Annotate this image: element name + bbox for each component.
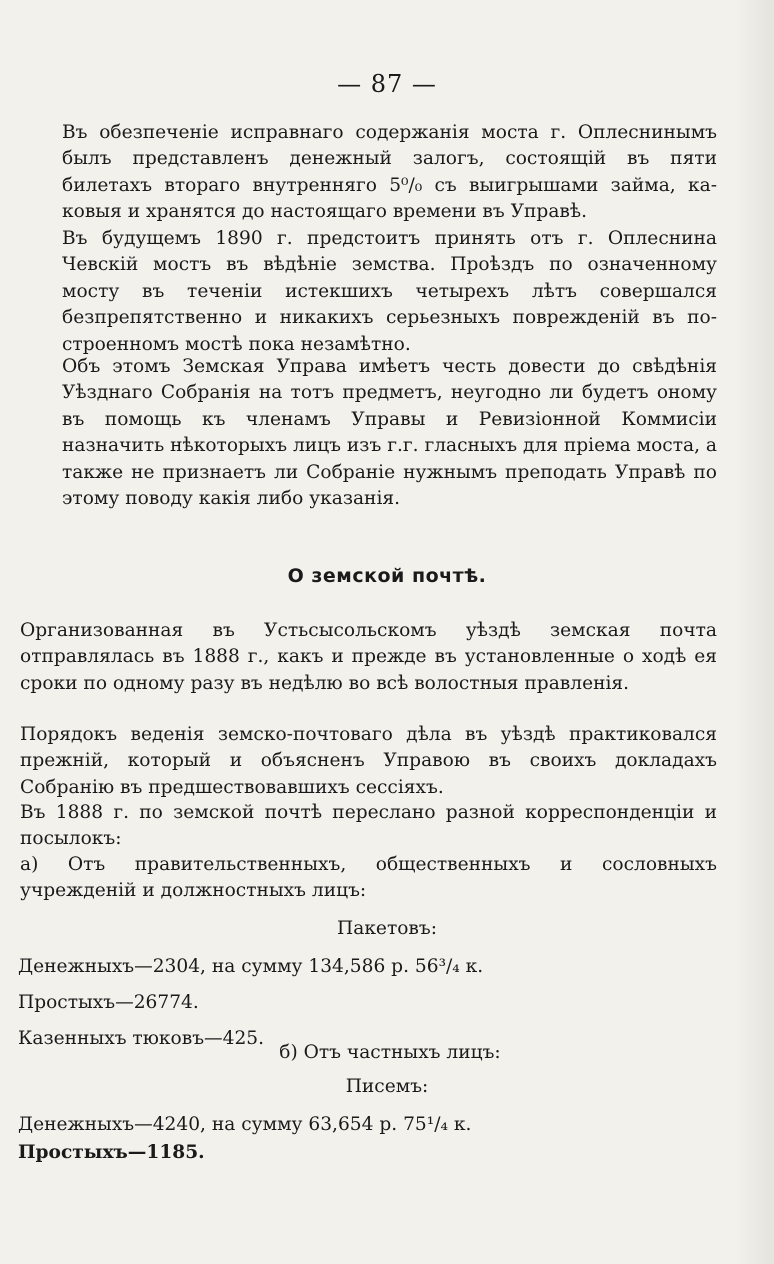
letters-heading: Писемъ: <box>345 1076 429 1097</box>
page-gutter-shadow <box>734 0 774 1264</box>
paragraph-correspondence-intro <box>20 800 717 853</box>
letters-simple-row: Простыхъ—1185. <box>18 1142 205 1163</box>
packets-money-row: Денежныхъ—2304, на сумму 134,586 р. 56³/₄ к. <box>18 956 484 977</box>
packets-heading: Пакетовъ: <box>337 918 437 939</box>
paragraph-post-organization <box>20 618 717 697</box>
paragraph-text: Объ этомъ Земская Управа имѣетъ честь довести до свѣдѣнія Уѣзднаго Собранія на тотъ предметъ, неугодно ли будетъ оному въ помощь къ членамъ Управы и Ревизіонной Коммисіи назначить нѣкоторыхъ лицъ изъ г.г. гласныхъ для пріема моста, а также не признаетъ ли Собраніе нужнымъ преподать Управѣ по этому поводу какія либо указанія. <box>62 356 717 510</box>
page-number: — 87 — <box>337 70 437 98</box>
paragraph-text: Въ будущемъ 1890 г. предстоитъ принять отъ г. Оплеснина Чевскій мостъ въ вѣдѣніе земства. Проѣздъ по означенному мосту въ теченіи истекшихъ четырехъ лѣтъ совершался безпрепятственно и никакихъ серьезныхъ поврежденій въ построенномъ мостѣ пока незамѣтно. <box>62 228 717 355</box>
private-heading: б) Отъ частныхъ лицъ: <box>279 1042 501 1063</box>
paragraph-text: а) Отъ правительственныхъ, общественныхъ и сословныхъ учрежденій и должностныхъ лицъ: <box>20 854 717 902</box>
paragraph-official-sources <box>20 852 717 905</box>
section-title: О земской почтѣ. <box>287 565 487 587</box>
paragraph-text: Порядокъ веденія земско-почтоваго дѣла въ уѣздѣ практиковался прежній, который и объясненъ Управою въ своихъ докладахъ Собранію въ предшествовавшихъ сессіяхъ. <box>20 724 717 798</box>
letters-money-row: Денежныхъ—4240, на сумму 63,654 р. 75¹/₄ к. <box>18 1114 472 1135</box>
paragraph-post-procedure <box>20 722 717 801</box>
packets-state-row: Казенныхъ тюковъ—425. <box>18 1028 265 1049</box>
paragraph-text: Въ обезпеченіе исправнаго содержанія моста г. Оплеснинымъ былъ представленъ денежный залогъ, состоящій въ пяти билетахъ втораго внутренняго 5⁰/₀ съ выигрышами займа, каковыя и хранятся до настоящаго времени въ Управѣ. <box>62 122 717 223</box>
paragraph-text: Въ 1888 г. по земской почтѣ переслано разной корреспонденціи и посылокъ: <box>20 802 717 850</box>
paragraph-assembly-request <box>62 354 717 512</box>
packets-simple-row: Простыхъ—26774. <box>18 992 199 1013</box>
paragraph-text: Организованная въ Устьсысольскомъ уѣздѣ земская почта отправлялась въ 1888 г., какъ и прежде въ установленные о ходѣ ея сроки по одному разу въ недѣлю во всѣ волостныя правленія. <box>20 620 717 694</box>
paragraph-bridge-transfer <box>62 226 717 358</box>
paragraph-deposit <box>62 120 717 226</box>
